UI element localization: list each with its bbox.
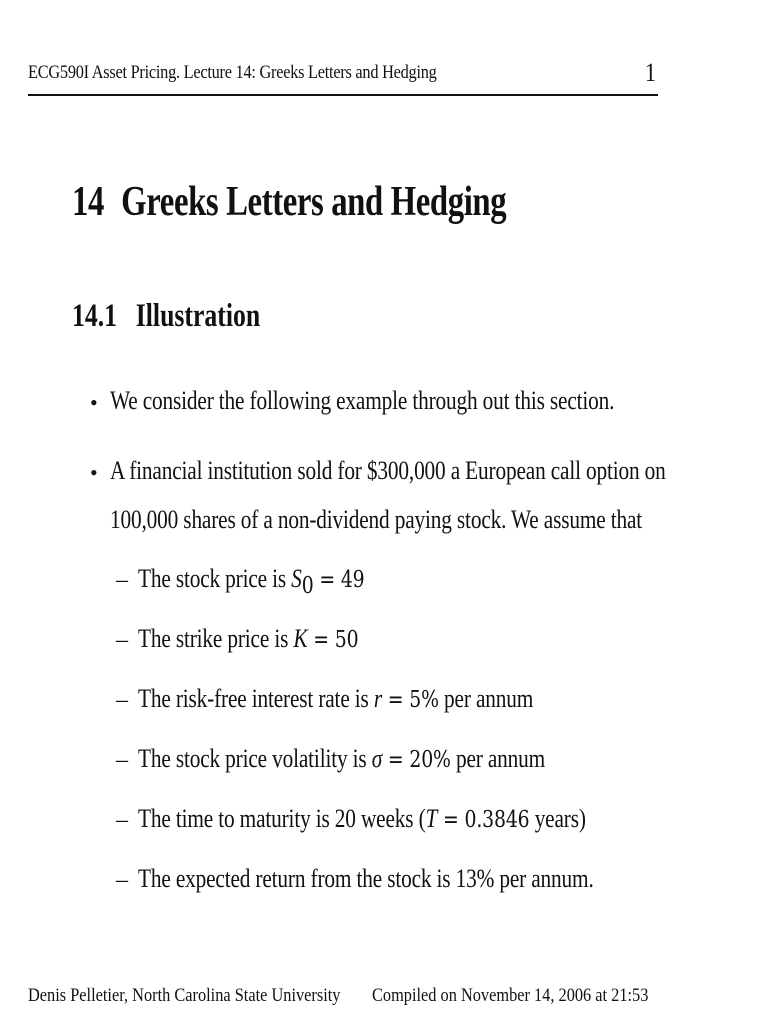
assumption-expected-return: The expected return from the stock is 13% per annum. (138, 864, 594, 893)
dash-icon: – (116, 627, 128, 653)
math-symbol: r (373, 684, 382, 713)
page-number: 1 (644, 58, 656, 87)
dash-icon: – (116, 747, 128, 773)
header-title: ECG590I Asset Pricing. Lecture 14: Greeks Letters and Hedging (28, 62, 437, 83)
subsection-title-text: Illustration (135, 298, 261, 334)
bullet-2-line-2: 100,000 shares of a non-dividend paying stock. We assume that (110, 505, 643, 534)
section-number: 14 (72, 179, 104, 225)
math-symbol: σ (371, 744, 383, 773)
assumption-strike-price: The strike price is K = 50 (138, 624, 359, 653)
subsection-title (72, 298, 260, 335)
math-symbol: K (293, 624, 308, 653)
subsection-number: 14.1 (72, 298, 118, 334)
page-header (28, 58, 658, 96)
dash-icon: – (116, 867, 128, 893)
bullet-icon: • (90, 390, 98, 415)
dash-icon: – (116, 687, 128, 713)
math-symbol: S (291, 564, 302, 593)
assumption-volatility: The stock price volatility is σ = 20% per annum (138, 744, 546, 773)
dash-icon: – (116, 807, 128, 833)
bullet-icon: • (90, 460, 98, 485)
section-title (72, 178, 506, 226)
bullet-2-line-1: A financial institution sold for $300,000 a European call option on (110, 456, 666, 485)
dash-icon: – (116, 567, 128, 593)
assumption-maturity: The time to maturity is 20 weeks (T = 0.3846 years) (138, 804, 586, 833)
footer-compiled: Compiled on November 14, 2006 at 21:53 (372, 985, 649, 1006)
bullet-1-text: We consider the following example through out this section. (110, 386, 615, 415)
math-symbol: T (425, 804, 438, 833)
assumption-interest-rate: The risk-free interest rate is r = 5% per annum (138, 684, 534, 713)
footer-author: Denis Pelletier, North Carolina State University (28, 985, 341, 1006)
section-title-text: Greeks Letters and Hedging (121, 179, 507, 225)
assumption-stock-price: The stock price is $S_0 = 49$ (138, 564, 365, 600)
